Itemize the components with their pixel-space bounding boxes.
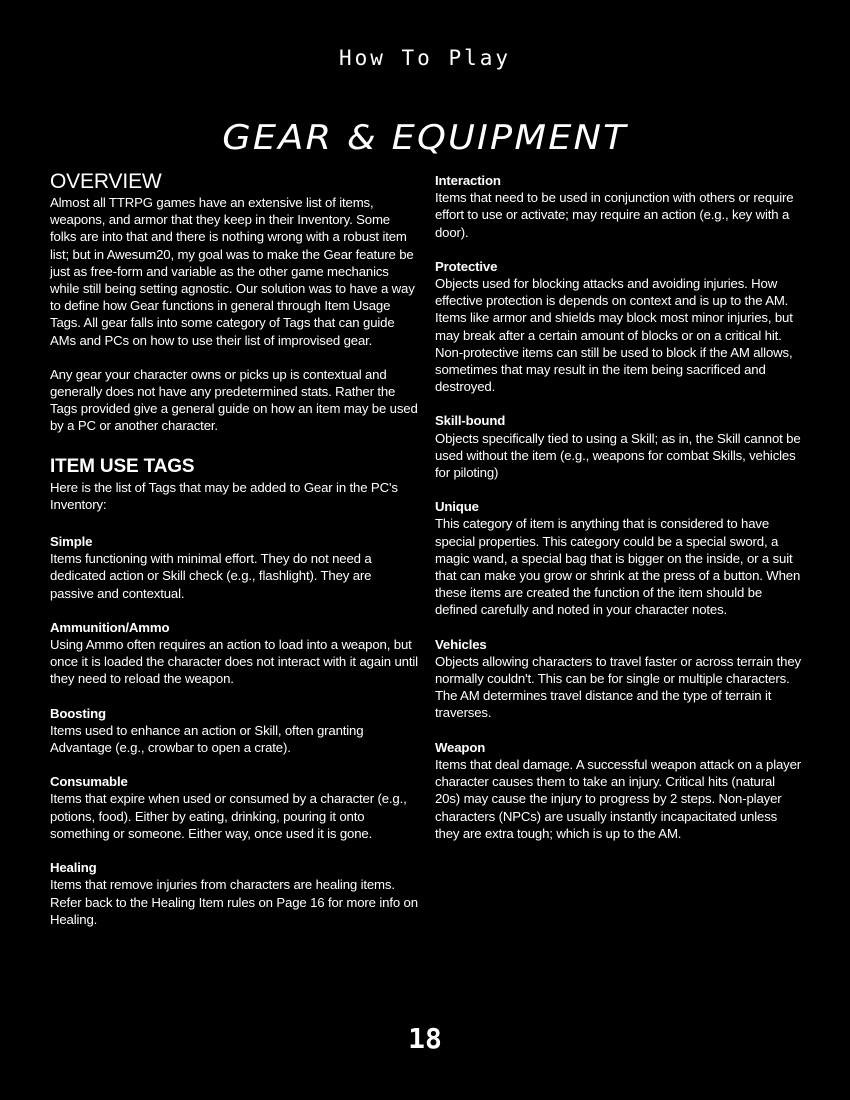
tag-name: Interaction [435, 173, 501, 188]
tag-description: Items used to enhance an action or Skill, often granting Advantage (e.g., crowbar to open a crate). [50, 722, 364, 756]
tag-description: Items functioning with minimal effort. They do not need a dedicated action or Skill check (e.g., flashlight). They are passive and contextual. [50, 551, 372, 601]
tag-description: This category of item is anything that is considered to have special properties. This category could be a special sword, a magic wand, a special bag that is bigger on the inside, or a suit that can make you grow or shrink at the press of a button. When these items are created the function of the item should be defined carefully and noted in your character notes. [435, 516, 801, 618]
overview-paragraph: Almost all TTRPG games have an extensive list of items, weapons, and armor that they keep in their Inventory. Some folks are into that and there is nothing wrong with a robust item list; but in Awesum20, my goal was to make the Gear feature be just as free-form and variable as the other game mechanics while still being setting agnostic. Our solution was to have a way to define how Gear functions in general through Item Usage Tags. All gear falls into some category of Tags that can guide AMs and PCs on how to use their list of improvised gear. [50, 195, 415, 348]
left-column [50, 170, 418, 945]
tag-name: Simple [50, 534, 93, 550]
tag-description: Using Ammo often requires an action to load into a weapon, but once it is loaded the character does not interact with it again until they need to reload the weapon. [50, 637, 418, 687]
tag-description: Items that need to be used in conjunction with others or require effort to use or activate; may require an action (e.g., key with a door). [435, 190, 794, 240]
tag-description: Items that deal damage. A successful weapon attack on a player character causes them to take an injury. Critical hits (natural 20s) may cause the injury to progress by 2 steps. Non-player characters (NPCs) are usually instantly incapacitated unless they are extra tough; which is up to the AM. [435, 756, 802, 841]
tag-entry-unique [435, 498, 803, 618]
right-column [435, 172, 803, 859]
tag-entry-interaction [435, 172, 803, 241]
page-title: GEAR & EQUIPMENT [222, 118, 628, 158]
tag-entry-ammunition [50, 619, 418, 688]
tag-description: Items that remove injuries from characters are healing items. Refer back to the Healing Item rules on Page 16 for more info on Healing. [50, 877, 418, 927]
tag-description: Objects specifically tied to using a Skill; as in, the Skill cannot be used without the item (e.g., weapons for combat Skills, vehicles for piloting) [435, 430, 801, 481]
running-header: How To Play [338, 46, 512, 70]
tag-name: Weapon [435, 739, 486, 755]
tag-name: Skill-bound [435, 413, 506, 429]
tag-entry-vehicles [435, 636, 803, 722]
overview-heading: OVERVIEW [50, 170, 162, 193]
overview-paragraph: Any gear your character owns or picks up is contextual and generally does not have any predetermined stats. Rather the Tags provided give a general guide on how an item may be used by a PC or another character. [50, 366, 418, 434]
page-number: 18 [408, 1022, 442, 1055]
tag-name: Consumable [50, 774, 128, 790]
tag-entry-simple [50, 533, 418, 602]
tag-entry-boosting [50, 705, 418, 757]
tag-description: Objects used for blocking attacks and avoiding injuries. How effective protection is depends on context and is up to the AM. Items like armor and shields may block most minor injuries, but may break after a certain amount of blocks or on a critical hit. Non-protective items can still be used to block if the AM allows, sometimes that may result in the item being sacrificed and destroyed. [435, 276, 793, 395]
item-use-tags-intro: Here is the list of Tags that may be added to Gear in the PC's Inventory: [50, 479, 398, 512]
tag-description: Objects allowing characters to travel faster or across terrain they normally couldn't. This can be for single or multiple characters. The AM determines travel distance and the type of terrain it traverses. [435, 653, 801, 721]
tag-entry-consumable [50, 773, 418, 842]
tag-name: Protective [435, 258, 498, 274]
tag-name: Unique [435, 499, 479, 515]
tag-name: Vehicles [435, 636, 487, 652]
tag-entry-protective [435, 258, 803, 396]
item-use-tags-heading: ITEM USE TAGS [50, 455, 195, 477]
tag-entry-healing [50, 859, 418, 928]
tag-entry-weapon [435, 739, 803, 842]
tag-name: Healing [50, 860, 97, 876]
tag-description: Items that expire when used or consumed by a character (e.g., potions, food). Either by eating, drinking, pouring it onto something or someone. Either way, once used it is gone. [50, 791, 407, 841]
tag-name: Boosting [50, 705, 106, 721]
tag-entry-skill-bound [435, 412, 803, 481]
tag-name: Ammunition/Ammo [50, 619, 170, 635]
